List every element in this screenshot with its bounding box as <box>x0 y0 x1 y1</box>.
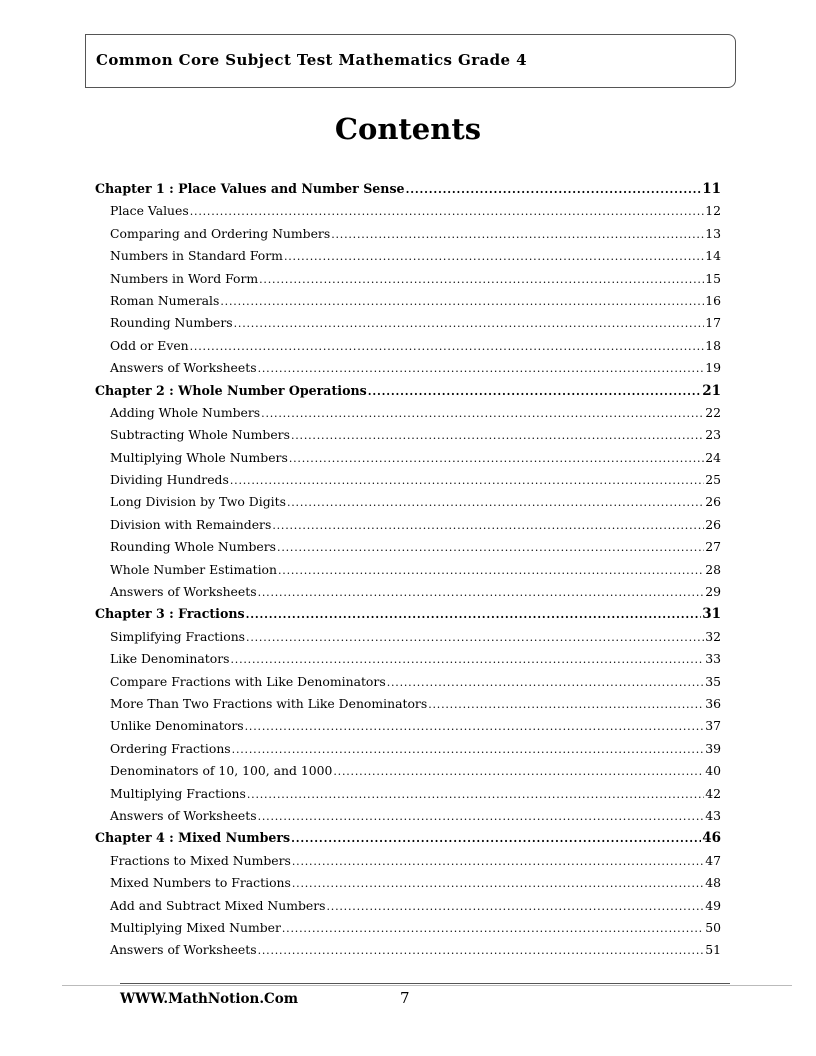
toc-chapter-row <box>95 603 721 625</box>
toc-entry-page: 14 <box>705 248 721 264</box>
dot-leader <box>291 828 701 850</box>
toc-entry-label: Multiplying Mixed Number <box>110 919 281 935</box>
toc-entry-page: 32 <box>705 628 721 644</box>
toc-entry-label: Chapter 3 : Fractions <box>95 606 245 622</box>
dot-leader <box>289 448 704 470</box>
toc-entry-page: 51 <box>705 942 721 958</box>
toc-entry-label: Answers of Worksheets <box>110 942 257 958</box>
toc-entry-label: Denominators of 10, 100, and 1000 <box>110 763 333 779</box>
toc-entry-page: 42 <box>705 785 721 801</box>
toc-chapter-row <box>95 380 721 402</box>
toc-section-row <box>95 402 721 424</box>
dot-leader <box>258 358 705 380</box>
toc-chapter-row <box>95 178 721 200</box>
toc-entry-label: Odd or Even <box>110 337 189 353</box>
toc-entry-page: 19 <box>705 360 721 376</box>
toc-entry-label: Mixed Numbers to Fractions <box>110 875 291 891</box>
dot-leader <box>292 873 704 895</box>
toc-entry-page: 50 <box>705 919 721 935</box>
toc-section-row <box>95 939 721 961</box>
toc-entry-label: Like Denominators <box>110 651 230 667</box>
toc-entry-label: Answers of Worksheets <box>110 807 257 823</box>
toc-entry-label: Place Values <box>110 203 189 219</box>
toc-section-row <box>95 312 721 334</box>
dot-leader <box>258 940 705 962</box>
dot-leader <box>428 694 704 716</box>
dot-leader <box>232 739 705 761</box>
dot-leader <box>246 604 702 626</box>
toc-entry-page: 11 <box>702 181 721 197</box>
toc-entry-page: 18 <box>705 337 721 353</box>
dot-leader <box>230 470 704 492</box>
toc-entry-label: Multiplying Fractions <box>110 785 246 801</box>
dot-leader <box>277 537 704 559</box>
toc-section-row <box>95 895 721 917</box>
toc-section-row <box>95 245 721 267</box>
toc-entry-page: 21 <box>702 382 721 399</box>
toc-entry-page: 22 <box>705 404 721 420</box>
toc-entry-label: Dividing Hundreds <box>110 472 229 488</box>
toc-section-row <box>95 626 721 648</box>
toc-entry-label: Numbers in Word Form <box>110 270 259 286</box>
toc-section-row <box>95 268 721 290</box>
toc-entry-page: 40 <box>705 763 721 779</box>
toc-section-row <box>95 715 721 737</box>
toc-section-row <box>95 223 721 245</box>
toc-section-row <box>95 648 721 670</box>
dot-leader <box>327 896 705 918</box>
toc-entry-label: Answers of Worksheets <box>110 584 257 600</box>
toc-entry-page: 43 <box>705 807 721 823</box>
footer-divider-light <box>62 985 792 986</box>
toc-section-row <box>95 805 721 827</box>
dot-leader <box>246 627 704 649</box>
toc-entry-label: Division with Remainders <box>110 516 272 532</box>
dot-leader <box>333 761 704 783</box>
toc-entry-label: Compare Fractions with Like Denominators <box>110 673 386 689</box>
toc-section-row <box>95 581 721 603</box>
dot-leader <box>287 492 704 514</box>
dot-leader <box>284 246 704 268</box>
toc-section-row <box>95 559 721 581</box>
toc-entry-label: More Than Two Fractions with Like Denominators <box>110 695 428 711</box>
toc-entry-page: 35 <box>705 673 721 689</box>
dot-leader <box>258 582 705 604</box>
toc-entry-label: Simplifying Fractions <box>110 628 246 644</box>
dot-leader <box>278 560 704 582</box>
toc-entry-page: 24 <box>705 449 721 465</box>
toc-section-row <box>95 693 721 715</box>
toc-section-row <box>95 760 721 782</box>
dot-leader <box>190 201 704 223</box>
toc-section-row <box>95 335 721 357</box>
dot-leader <box>261 403 704 425</box>
dot-leader <box>258 806 705 828</box>
toc-entry-page: 49 <box>705 897 721 913</box>
toc-entry-label: Chapter 1 : Place Values and Number Sense <box>95 181 405 196</box>
toc-entry-label: Subtracting Whole Numbers <box>110 427 290 443</box>
dot-leader <box>368 381 701 403</box>
toc-entry-page: 25 <box>705 472 721 488</box>
footer-website: WWW.MathNotion.Com <box>120 991 299 1007</box>
dot-leader <box>272 515 704 537</box>
toc-section-row <box>95 200 721 222</box>
toc-entry-label: Add and Subtract Mixed Numbers <box>110 897 326 913</box>
dot-leader <box>259 269 704 291</box>
toc-entry-page: 23 <box>705 427 721 443</box>
toc-section-row <box>95 738 721 760</box>
dot-leader <box>234 313 705 335</box>
toc-entry-page: 26 <box>705 494 721 510</box>
toc-section-row <box>95 469 721 491</box>
toc-entry-page: 15 <box>705 270 721 286</box>
header-box <box>85 34 736 88</box>
toc-entry-page: 17 <box>705 315 721 331</box>
toc-section-row <box>95 424 721 446</box>
dot-leader <box>247 784 704 806</box>
dot-leader <box>291 425 704 447</box>
toc-section-row <box>95 850 721 872</box>
toc-section-row <box>95 671 721 693</box>
toc-entry-page: 12 <box>705 203 721 219</box>
dot-leader <box>230 649 704 671</box>
toc-entry-page: 29 <box>705 584 721 600</box>
toc-section-row <box>95 514 721 536</box>
toc-section-row <box>95 783 721 805</box>
toc-entry-label: Roman Numerals <box>110 292 220 308</box>
dot-leader <box>282 918 704 940</box>
dot-leader <box>245 716 705 738</box>
toc-entry-page: 47 <box>705 852 721 868</box>
toc-entry-label: Whole Number Estimation <box>110 561 277 577</box>
toc-section-row <box>95 536 721 558</box>
dot-leader <box>220 291 704 313</box>
toc-section-row <box>95 872 721 894</box>
toc-section-row <box>95 491 721 513</box>
toc-entry-label: Rounding Whole Numbers <box>110 539 277 555</box>
toc-entry-page: 36 <box>705 695 721 711</box>
toc-entry-label: Long Division by Two Digits <box>110 494 286 510</box>
toc-entry-label: Chapter 2 : Whole Number Operations <box>95 382 367 398</box>
dot-leader <box>292 851 704 873</box>
toc-entry-page: 27 <box>705 539 721 555</box>
toc-entry-label: Rounding Numbers <box>110 315 233 331</box>
toc-entry-page: 28 <box>705 561 721 577</box>
toc-entry-label: Answers of Worksheets <box>110 360 257 376</box>
toc-entry-label: Chapter 4 : Mixed Numbers <box>95 830 291 846</box>
toc-entry-page: 37 <box>705 718 721 734</box>
toc-section-row <box>95 917 721 939</box>
dot-leader <box>387 672 705 694</box>
toc-section-row <box>95 290 721 312</box>
toc-entry-page: 13 <box>705 225 721 241</box>
toc-entry-label: Ordering Fractions <box>110 740 231 756</box>
toc-entry-page: 48 <box>705 875 721 891</box>
toc-entry-page: 46 <box>702 830 721 847</box>
dot-leader <box>406 179 702 201</box>
toc-entry-label: Numbers in Standard Form <box>110 248 283 264</box>
toc-entry-label: Fractions to Mixed Numbers <box>110 852 291 868</box>
footer-divider <box>120 983 730 984</box>
dot-leader <box>190 336 705 358</box>
header-title: Common Core Subject Test Mathematics Grade 4 <box>96 51 527 69</box>
toc-chapter-row <box>95 827 721 849</box>
toc-entry-page: 31 <box>702 606 721 623</box>
toc-entry-page: 16 <box>705 292 721 308</box>
page-title: Contents <box>334 112 482 146</box>
toc-entry-page: 33 <box>705 651 721 667</box>
toc-entry-page: 39 <box>705 740 721 756</box>
table-of-contents <box>95 178 721 962</box>
toc-entry-page: 26 <box>705 516 721 532</box>
toc-section-row <box>95 357 721 379</box>
toc-entry-label: Comparing and Ordering Numbers <box>110 225 331 241</box>
toc-section-row <box>95 447 721 469</box>
toc-entry-label: Adding Whole Numbers <box>110 404 261 420</box>
footer-page-number: 7 <box>400 989 410 1007</box>
toc-entry-label: Multiplying Whole Numbers <box>110 449 288 465</box>
toc-entry-label: Unlike Denominators <box>110 718 244 734</box>
dot-leader <box>331 224 704 246</box>
